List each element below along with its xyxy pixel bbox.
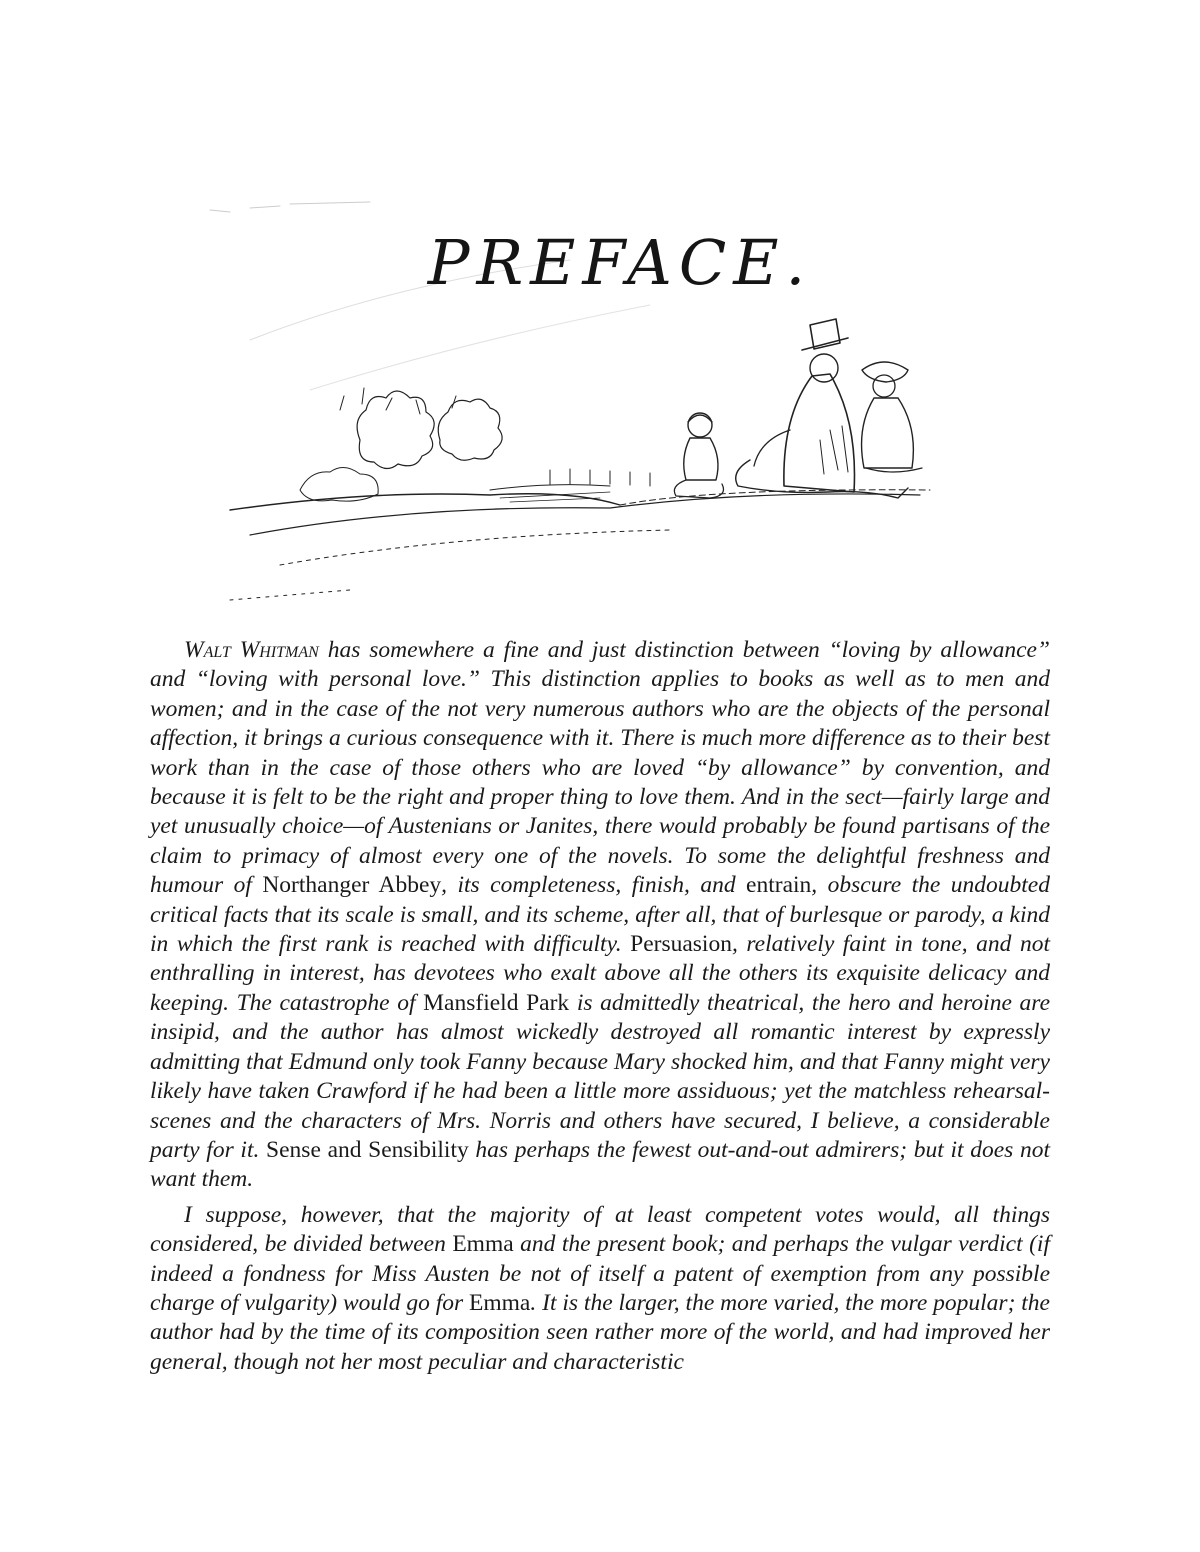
text-run: Mansfield Park bbox=[423, 989, 570, 1016]
text-run: Persuasion bbox=[630, 931, 732, 958]
paragraph bbox=[150, 1201, 1050, 1377]
text-run: is admittedly theatrical, the hero and heroine are insipid, and the author has almost wickedly destroyed all romantic interest by expressly admitting that Edmund only took Fanny because Mary shocked him, and that Fanny might very likely have taken Crawford if he had been a little more assiduous; yet the matchless rehearsal-scenes and the characters of Mrs. Norris and others have secured, I believe, a considerable party for it. bbox=[150, 989, 1050, 1163]
text-run: has perhaps the fewest out-and-out admirers; but it does not want them. bbox=[150, 1136, 1051, 1193]
text-run: Emma bbox=[469, 1289, 531, 1316]
page-title: PREFACE. bbox=[427, 226, 813, 299]
text-run: Sense and Sensibility bbox=[266, 1136, 469, 1163]
text-run: , its completeness, finish, and bbox=[441, 872, 747, 899]
text-run: Northanger Abbey bbox=[262, 872, 442, 899]
paragraph bbox=[150, 636, 1050, 1195]
text-run: Emma bbox=[452, 1231, 514, 1258]
text-run: entrain bbox=[746, 872, 812, 899]
text-run: has somewhere a fine and just distinction between “loving by allowance” and “loving with personal love.” This distinction applies to books as well as to men and women; and in the case of the not very numerous authors who are the objects of the personal affection, it brings a curious consequence with it. There is much more difference as to their best work than in the case of those others who are loved “by allowance” by convention, and because it is felt to be the right and proper thing to love them. And in the sect—fairly large and yet unusually choice—of Austenians or Janites, there would probably be found partisans of the claim to primacy of almost every one of the novels. To some the delightful freshness and humour of bbox=[150, 637, 1050, 899]
text-run: I suppose, however, that the majority of at least competent votes would, all things considered, be divided between bbox=[150, 1201, 1050, 1258]
text-run: , obscure the undoubted critical facts that its scale is small, and its scheme, after all, that of burlesque or parody, a kind in which the first rank is reached with difficulty. bbox=[150, 872, 1050, 958]
preface-body bbox=[150, 636, 1050, 1383]
text-run: and the present book; and perhaps the vulgar verdict (if indeed a fondness for Miss Austen be not of itself a patent of exemption from any possible charge of vulgarity) would go for bbox=[150, 1231, 1050, 1316]
text-run: Walt Whitman bbox=[184, 637, 319, 663]
text-run: . It is the larger, the more varied, the more popular; the author had by the time of its composition seen rather more of the world, and had improved her general, though not her most peculiar and characteristic bbox=[150, 1289, 1050, 1375]
text-run: , relatively faint in tone, and not enthralling in interest, has devotees who exalt above all the others its exquisite delicacy and keeping. The catastrophe of bbox=[150, 931, 1050, 1016]
